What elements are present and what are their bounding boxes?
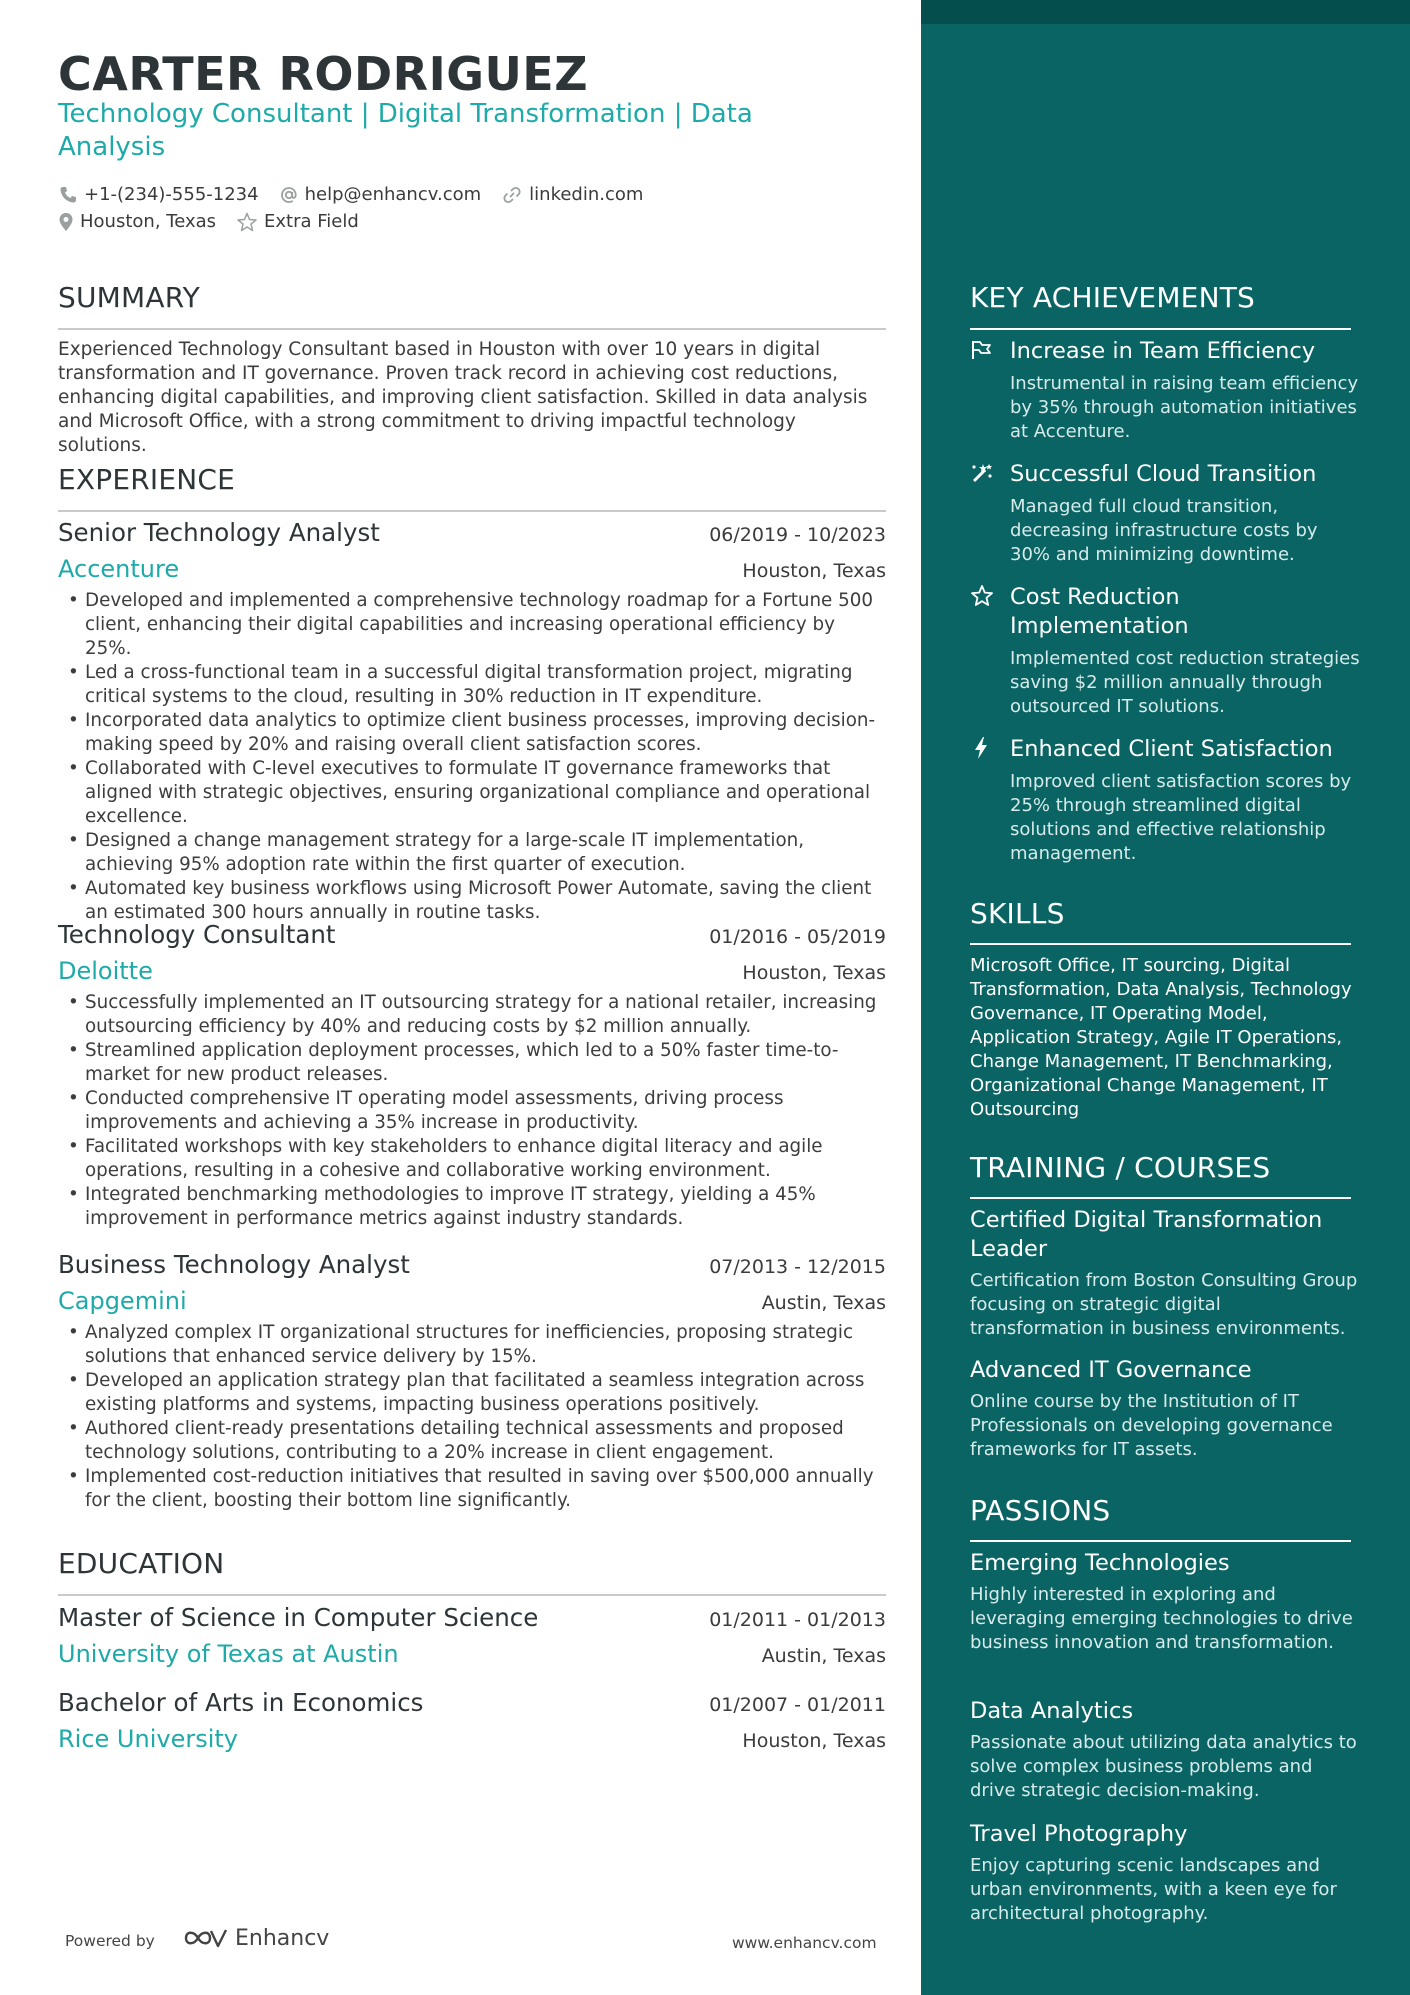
list-item: • Developed an application strategy plan that facilitated a seamless integration across existing platforms and systems, impacting business operations positively. — [58, 1369, 886, 1417]
passion-item — [970, 1697, 1360, 1803]
magic-wand-icon — [970, 460, 1010, 486]
achievement-item — [970, 460, 1360, 567]
job-company: Capgemini — [58, 1287, 187, 1315]
passion-item — [970, 1549, 1360, 1655]
skills-list: Microsoft Office, IT sourcing, Digital Transformation, Data Analysis, Technology Governance, IT Operating Model, Application Strategy, Agile IT Operations, Change Management, IT Benchmarking, Organizational Change Management, IT Outsourcing — [970, 955, 1352, 1120]
skills-divider — [970, 943, 1351, 945]
training-title: Certified Digital Transformation Leader — [970, 1207, 1323, 1262]
achievement-description: Instrumental in raising team efficiency by 35% through automation initiatives at Accenture. — [1010, 373, 1359, 442]
passion-title: Emerging Technologies — [970, 1550, 1230, 1576]
sidebar-top-bar — [921, 0, 1410, 24]
job-title: Business Technology Analyst — [58, 1250, 410, 1279]
list-item: • Facilitated workshops with key stakeholders to enhance digital literacy and agile operations, resulting in a cohesive and collaborative working environment. — [58, 1135, 886, 1183]
email-text: help@enhancv.com — [304, 184, 482, 205]
passion-description: Highly interested in exploring and leveraging emerging technologies to drive business innovation and transformation. — [970, 1584, 1353, 1653]
job-entry — [58, 518, 886, 925]
phone-icon — [58, 185, 78, 205]
list-item: • Collaborated with C-level executives to formulate IT governance frameworks that aligned with strategic objectives, ensuring organizational compliance and operational excellence. — [58, 757, 886, 829]
link-icon — [501, 185, 523, 205]
at-sign-icon — [279, 185, 299, 205]
skills-heading: SKILLS — [970, 897, 1065, 930]
achievement-title: Cost Reduction Implementation — [1010, 584, 1189, 639]
list-item: • Analyzed complex IT organizational structures for inefficiencies, proposing strategic solutions that enhanced service delivery by 15%. — [58, 1321, 886, 1369]
job-bullets — [58, 589, 886, 925]
passions-divider — [970, 1540, 1351, 1542]
training-item — [970, 1356, 1360, 1462]
list-item: • Integrated benchmarking methodologies to improve IT strategy, yielding a 45% improvement in performance metrics against industry standards. — [58, 1183, 886, 1231]
job-dates: 07/2013 - 12/2015 — [709, 1256, 886, 1278]
contact-extra — [236, 211, 359, 232]
powered-by-label: Powered by — [65, 1932, 155, 1950]
star-icon — [970, 583, 1010, 609]
summary-heading: SUMMARY — [58, 281, 200, 314]
job-location: Houston, Texas — [742, 560, 886, 582]
passion-description: Passionate about utilizing data analytics to solve complex business problems and drive strategic decision-making. — [970, 1732, 1357, 1801]
training-divider — [970, 1197, 1351, 1199]
list-item: • Successfully implemented an IT outsourcing strategy for a national retailer, increasing outsourcing efficiency by 40% and reducing costs by $2 million annually. — [58, 991, 886, 1039]
school-location: Austin, Texas — [761, 1645, 886, 1667]
training-item — [970, 1206, 1360, 1341]
contact-linkedin[interactable] — [501, 184, 643, 205]
passions-heading: PASSIONS — [970, 1494, 1111, 1527]
experience-divider — [58, 510, 886, 512]
passion-title: Data Analytics — [970, 1698, 1134, 1724]
summary-divider — [58, 328, 886, 330]
sidebar — [921, 0, 1410, 1995]
training-heading: TRAINING / COURSES — [970, 1151, 1271, 1184]
headline: Technology Consultant | Digital Transformation | Data Analysis — [58, 99, 753, 162]
passion-description: Enjoy capturing scenic landscapes and urban environments, with a keen eye for architectural photography. — [970, 1855, 1337, 1924]
job-entry — [58, 1250, 886, 1513]
training-title: Advanced IT Governance — [970, 1357, 1252, 1383]
training-description: Online course by the Institution of IT Professionals on developing governance frameworks for IT assets. — [970, 1391, 1333, 1460]
location-pin-icon — [58, 212, 74, 232]
list-item: • Streamlined application deployment processes, which led to a 50% faster time-to-market for new product releases. — [58, 1039, 886, 1087]
footer-url[interactable]: www.enhancv.com — [732, 1934, 877, 1952]
achievement-description: Implemented cost reduction strategies saving $2 million annually through outsourced IT solutions. — [1010, 648, 1360, 717]
list-item: • Conducted comprehensive IT operating model assessments, driving process improvements and achieving a 35% increase in productivity. — [58, 1087, 886, 1135]
job-location: Austin, Texas — [761, 1292, 886, 1314]
degree-title: Bachelor of Arts in Economics — [58, 1688, 424, 1717]
training-description: Certification from Boston Consulting Group focusing on strategic digital transformation in business environments. — [970, 1270, 1358, 1339]
contact-email[interactable] — [279, 184, 482, 205]
summary-text: Experienced Technology Consultant based in Houston with over 10 years in digital transformation and IT governance. Proven track record in achieving cost reductions, enhancing digital capabilities, and improving client satisfaction. Skilled in data analysis and Microsoft Office, with a strong commitment to driving impactful technology solutions. — [58, 339, 868, 456]
phone-text: +1-(234)-555-1234 — [84, 184, 259, 205]
candidate-name: CARTER RODRIGUEZ — [58, 47, 589, 101]
education-entry — [58, 1688, 886, 1753]
education-dates: 01/2007 - 01/2011 — [709, 1694, 886, 1716]
achievement-item — [970, 735, 1360, 866]
contact-location — [58, 211, 216, 232]
job-company: Deloitte — [58, 957, 153, 985]
job-title: Senior Technology Analyst — [58, 518, 380, 547]
passion-item — [970, 1820, 1360, 1926]
education-divider — [58, 1594, 886, 1596]
enhancv-logo[interactable] — [183, 1925, 329, 1951]
list-item: • Developed and implemented a comprehensive technology roadmap for a Fortune 500 client, enhancing their digital capabilities and increasing operational efficiency by 25%. — [58, 589, 886, 661]
achievement-item — [970, 337, 1360, 444]
job-location: Houston, Texas — [742, 962, 886, 984]
list-item: • Authored client-ready presentations detailing technical assessments and proposed technology solutions, contributing to a 20% increase in client engagement. — [58, 1417, 886, 1465]
achievement-description: Improved client satisfaction scores by 25% through streamlined digital solutions and effective relationship management. — [1010, 771, 1352, 864]
school-name: University of Texas at Austin — [58, 1640, 399, 1668]
job-bullets — [58, 991, 886, 1231]
list-item: • Led a cross-functional team in a successful digital transformation project, migrating critical systems to the cloud, resulting in 30% reduction in IT expenditure. — [58, 661, 886, 709]
experience-heading: EXPERIENCE — [58, 463, 236, 496]
job-bullets — [58, 1321, 886, 1513]
achievements-divider — [970, 328, 1351, 330]
location-text: Houston, Texas — [80, 211, 217, 232]
education-dates: 01/2011 - 01/2013 — [709, 1609, 886, 1631]
star-icon — [236, 212, 258, 232]
passion-title: Travel Photography — [970, 1821, 1188, 1847]
list-item: • Incorporated data analytics to optimize client business processes, improving decision-making speed by 20% and raising overall client satisfaction scores. — [58, 709, 886, 757]
list-item: • Automated key business workflows using Microsoft Power Automate, saving the client an estimated 300 hours annually in routine tasks. — [58, 877, 886, 925]
flag-icon — [970, 337, 1010, 363]
school-location: Houston, Texas — [742, 1730, 886, 1752]
education-entry — [58, 1603, 886, 1668]
lightning-bolt-icon — [970, 735, 1010, 761]
job-title: Technology Consultant — [58, 920, 336, 949]
school-name: Rice University — [58, 1725, 238, 1753]
achievements-heading: KEY ACHIEVEMENTS — [970, 281, 1255, 314]
achievement-title: Successful Cloud Transition — [1010, 461, 1317, 487]
list-item: • Designed a change management strategy for a large-scale IT implementation, achieving 95% adoption rate within the first quarter of execution. — [58, 829, 886, 877]
job-dates: 01/2016 - 05/2019 — [709, 926, 886, 948]
education-heading: EDUCATION — [58, 1547, 225, 1580]
enhancv-brand-text: Enhancv — [235, 1925, 330, 1951]
job-entry — [58, 920, 886, 1231]
contact-info — [58, 181, 878, 235]
extra-field-text: Extra Field — [264, 211, 359, 232]
enhancv-logo-mark-icon — [183, 1925, 229, 1951]
degree-title: Master of Science in Computer Science — [58, 1603, 539, 1632]
achievement-description: Managed full cloud transition, decreasing infrastructure costs by 30% and minimizing downtime. — [1010, 496, 1318, 565]
job-dates: 06/2019 - 10/2023 — [709, 524, 886, 546]
achievement-title: Enhanced Client Satisfaction — [1010, 736, 1333, 762]
job-company: Accenture — [58, 555, 180, 583]
achievement-title: Increase in Team Efficiency — [1010, 338, 1316, 364]
contact-phone[interactable] — [58, 184, 259, 205]
achievement-item — [970, 583, 1360, 719]
list-item: • Implemented cost-reduction initiatives that resulted in saving over $500,000 annually for the client, boosting their bottom line significantly. — [58, 1465, 886, 1513]
linkedin-text: linkedin.com — [529, 184, 644, 205]
